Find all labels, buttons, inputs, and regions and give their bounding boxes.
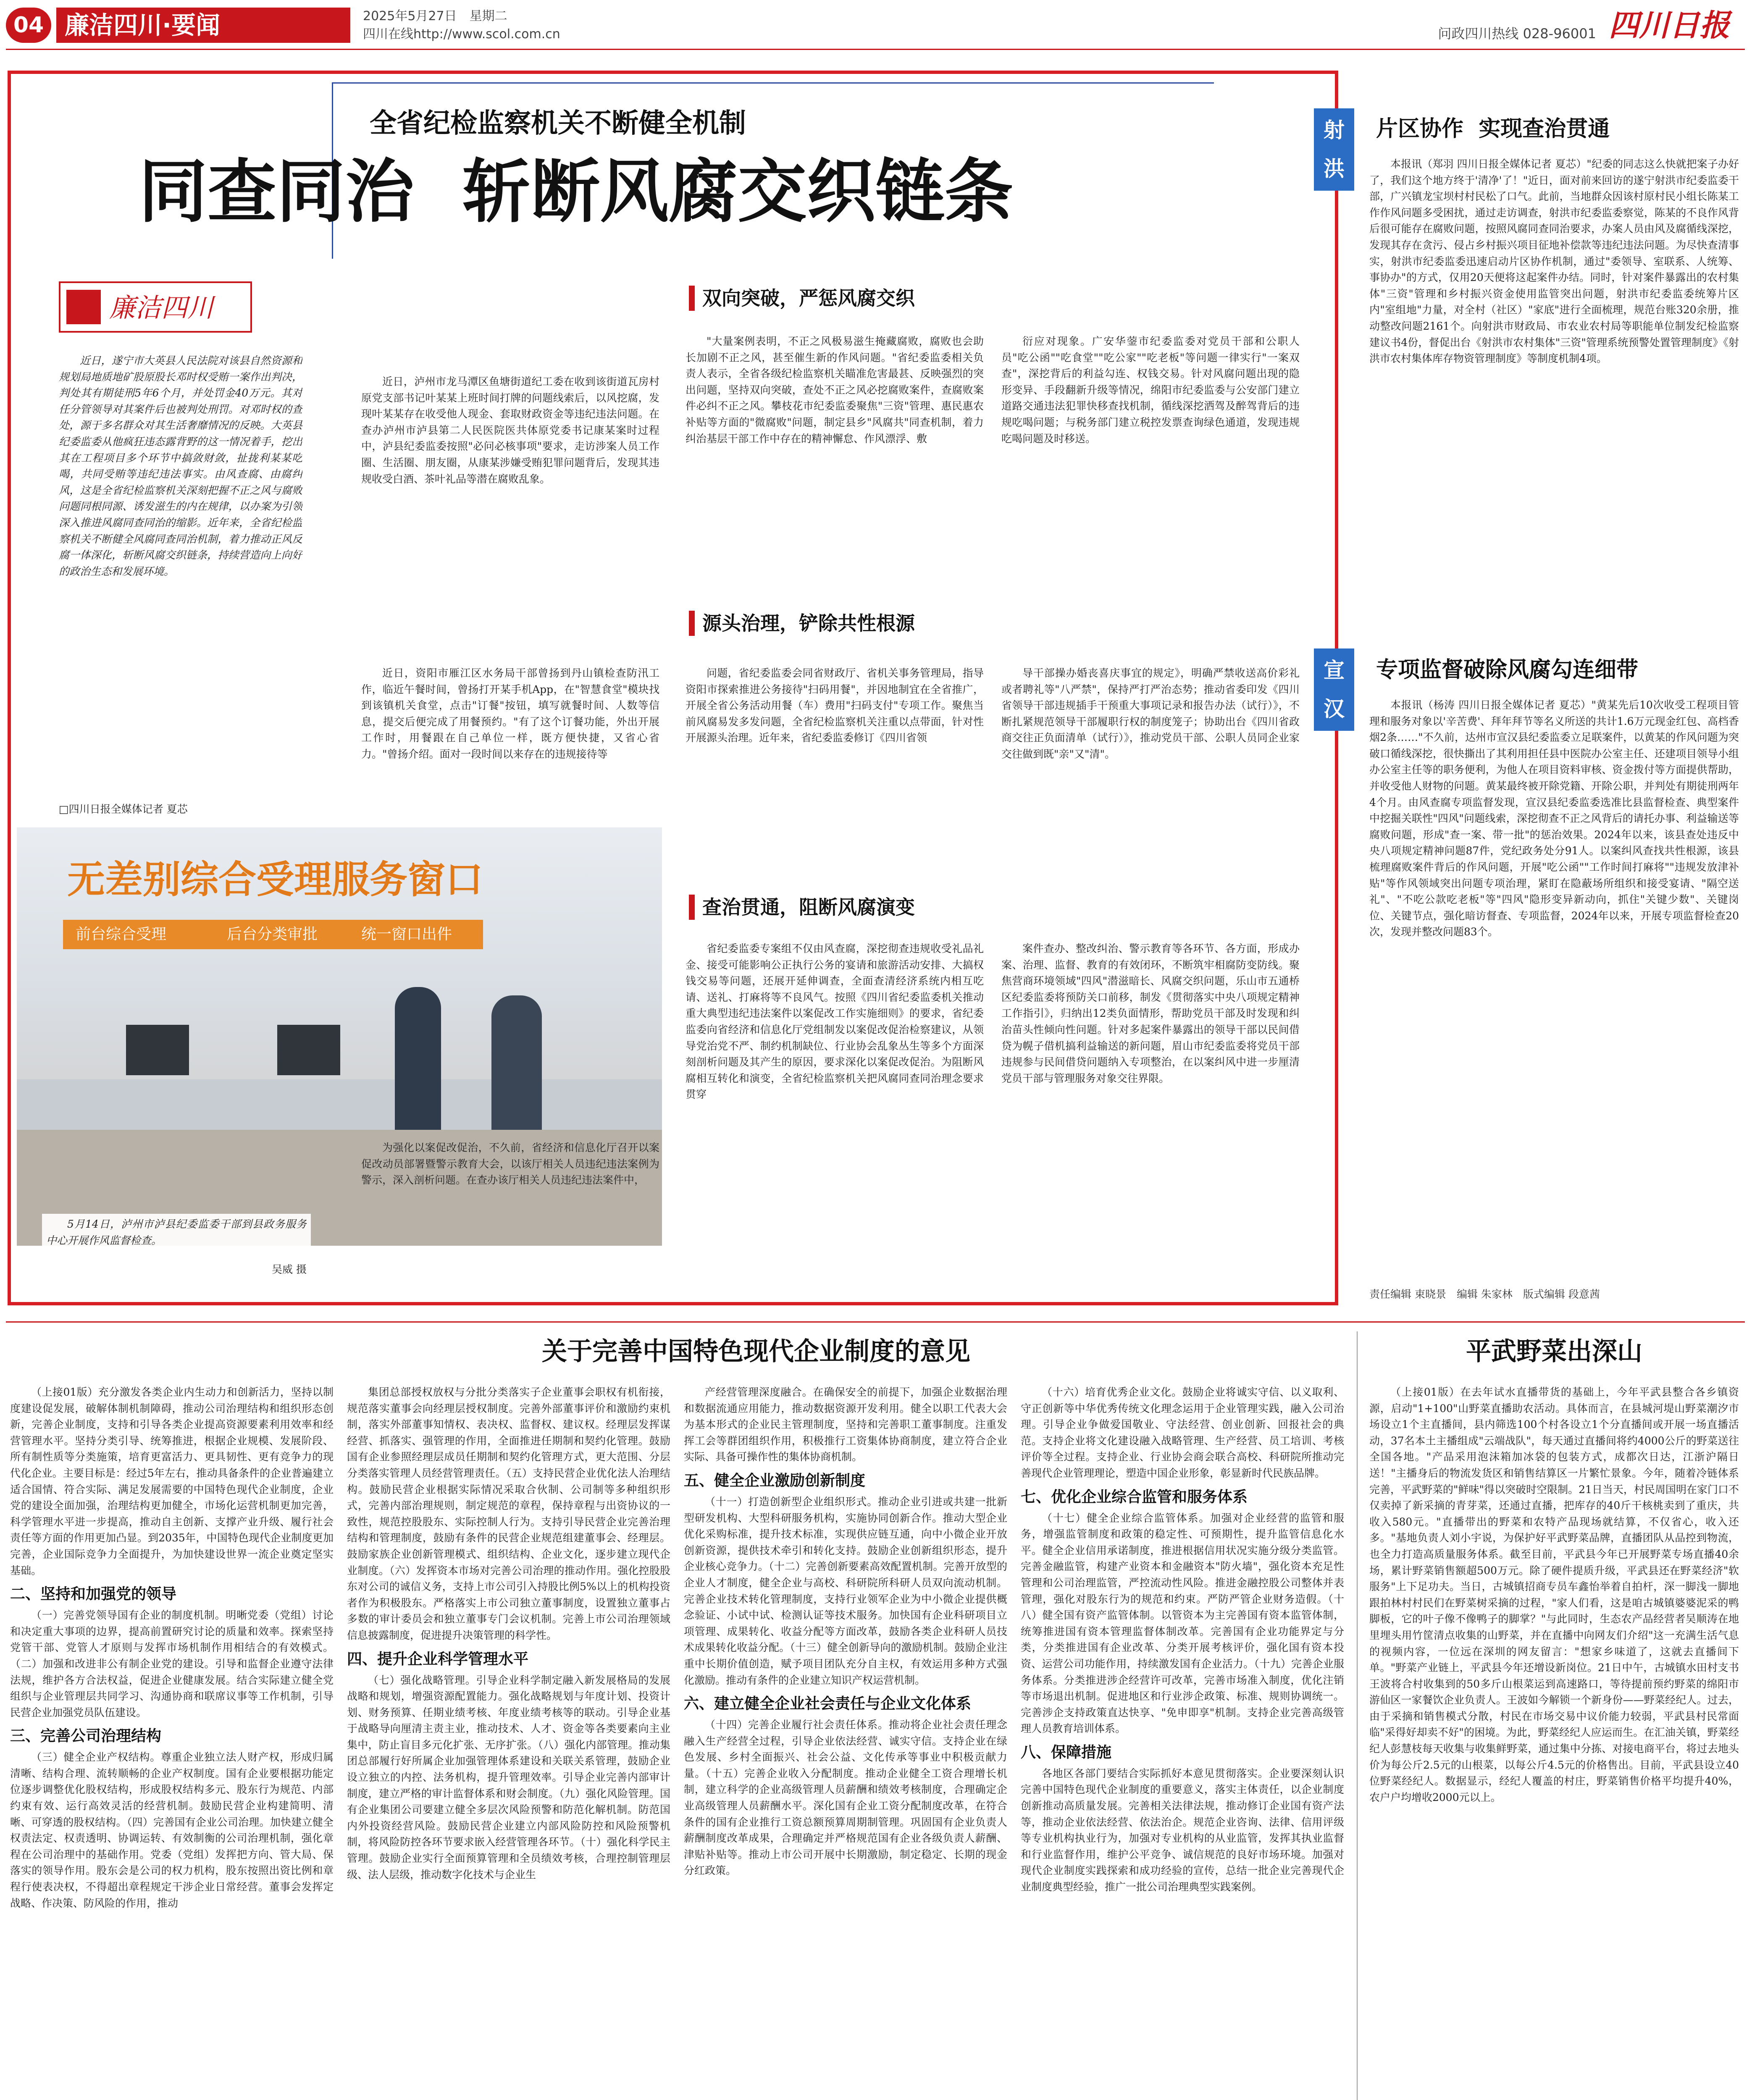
brand-logo-badge xyxy=(66,290,101,324)
lower-col-4 xyxy=(1021,1384,1344,2100)
brand-logo-text: 廉洁四川 xyxy=(109,292,214,323)
location-tag-2-char-2: 汉 xyxy=(1324,697,1345,721)
lower-col-3-part-6: （十四）完善企业履行社会责任体系。推动将企业社会责任理念融入生产经营全过程，引导企业依法经营、诚实守信。支持企业在绿色发展、乡村全面振兴、社会公益、文化传承等事业中积极贡献力量。（十五）完善企业收入分配制度。推动企业健全工资合理增长机制，建立科学的企业高级管理人员薪酬和绩效考核制度，合理确定企业高级管理人员薪酬水平。深化国有企业工资分配制度改革，在符合条件的国有企业推行工资总额预算周期制管理。巩固国有企业负责人薪酬制度改革成果，合理确定并严格规范国有企业各级负责人薪酬、津贴补贴等。推动上市公司开展中长期激励，制定稳定、长期的现金分红政策。 xyxy=(684,1719,1007,1877)
issue-date: 2025年5月27日 星期二 xyxy=(363,9,507,24)
story-kicker: 全省纪检监察机关不断健全机制 xyxy=(370,108,746,139)
section-2-title: 源头治理，铲除共性根源 xyxy=(689,611,1109,636)
section-1-title: 双向突破，严惩风腐交织 xyxy=(689,286,1109,311)
lower-col-4-part-7: （十七）健全企业综合监管体系。加强对企业经营的监管和服务，增强监管制度和政策的稳定性、可预期性，提升监管信息化水平。健全企业信用承诺制度，推进根据信用状况实施分级分类监管。完善金融监管，构建产业资本和金融资本"防火墙"，强化资本充足性管理和公司治理监管，严控流动性风险。推进金融控股公司整体并表管理，强化对股东行为的规范和约束。严防严管企业财务造假。（十八）健全国有资产监管体制。以管资本为主完善国有资本监管体制，统筹推进国有资本管理监督体制改革。完善国有企业功能界定与分类，分类推进国有企业改革、分类开展考核评价，强化国有资本投资、运营公司功能作用，持续激发国有企业活力。（十九）完善企业服务体系。分类推进涉企经营许可改革，完善市场准入制度，优化注销等市场退出机制。促进地区和行业涉企政策、标准、规则协调统一。完善涉企支持政策直达快享、"免申即享"机制。支持企业完善高级管理人员教育培训体系。 xyxy=(1021,1512,1344,1735)
lower-col-3 xyxy=(684,1384,1007,2100)
section-name: 廉洁四川 xyxy=(65,11,163,39)
story-intro: 近日，遂宁市大英县人民法院对该县自然资源和规划局地质地矿股原股长邓时权受贿一案作出判决，判处其有期徒刑5年6个月，并处罚金40万元。其对任分管领导对其案件后也被判处刑罚。对邓时权的查处，源于多名群众对其生活奢靡情况的反映。大英县纪委监委从他疯狂违态露背野的这一情况着手，挖出其在工程项目多个环节中搞敛财敛，扯拢利某某吃喝，共同受贿等违纪违法事实。由风查腐、由腐纠风，这是全省纪检监察机关深刻把握不正之风与腐败问题同根同源、诱发滋生的内在规律，以办案为引领深入推进风腐同查同治的缩影。近年来，全省纪检监察机关不断健全风腐同查同治机制，着力推动正风反腐一体深化，斩断风腐交织链条，持续营造向上向好的政治生态和发展环境。 xyxy=(59,354,302,578)
lower-col-1-intro: （上接01版）充分激发各类企业内生动力和创新活力，坚持以制度建设促发展，破解体制机制障碍，推动公司治理结构和组织形态创新，完善企业制度，支持和引导各类企业提高资源要素利用效率和经营管理水平。坚持分类引导、统筹推进，根据企业规模、发展阶段、所有制性质等分类施策，培育更富活力、更具韧性、更有竞争力的现代化企业。主要目标是：经过5年左右，推动具备条件的企业普遍建立适合国情、符合实际、满足发展需要的中国特色现代企业制度，企业党的建设全面加强，治理结构更加健全，市场化运营机制更加完善，科学管理水平进一步提高，推动自主创新、支撑产业升级、履行社会责任等方面的作用更加凸显。到2035年，中国特色现代企业制度更加完善，企业国际竞争力全面提升，为加快建设世界一流企业奠定坚实基础。 xyxy=(10,1386,334,1577)
photo-counter-desk xyxy=(17,1079,662,1130)
photo-monitor-1 xyxy=(126,1025,189,1075)
photo-sign: 无差别综合受理服务窗口 xyxy=(67,858,483,902)
lower-col-4-heading-8: 八、保障措施 xyxy=(1021,1743,1112,1761)
story-col2-b: 近日，资阳市雁江区水务局干部曾扬到丹山镇检查防汛工作，临近午餐时间，曾扬打开某手机App，在"智慧食堂"模块找到该镇机关食堂，点击"订餐"按钮，填写就餐时间、人数等信息，提交后便完成了用餐预约。"有了这个订餐功能，外出开展工作时，用餐跟在自己单位一样，既方便快捷，又省心省力。"曾扬介绍。面对一段时间以来存在的违规接待等 xyxy=(361,667,659,760)
header-rule xyxy=(6,49,1745,50)
lower-col-4-text: （十六）培育优秀企业文化。鼓励企业将诚实守信、以义取利、守正创新等中华优秀传统文化理念运用于企业管理实践，融入公司治理。引导企业争做爱国敬业、守法经营、创业创新、回报社会的典范。支持企业将文化建设融入战略管理、生产经营、员工培训、考核评价等全过程。支持企业、行业协会商会联合高校、科研院所推动完善现代企业管理理论，塑造中国企业形象，彰显新时代民族品牌。 xyxy=(1021,1386,1344,1479)
lower-right-body: （上接01版）在去年试水直播带货的基础上，今年平武县整合各乡镇资源，启动"1+100"山野菜直播助农活动。具体而言，在县城河堤山野菜潮汐市场设立1个主直播间，县内筛选100个村各设立1个分直播间或开展一场直播活动，37名本土主播组成"云端战队"，每天通过直播间将约4000公斤的野菜送往全国各地。"产品采用泡沫箱加冰袋的包装方式，成都次日达，江浙沪隔日送！"主播身后的物流发货区和销售结算区一片繁忙景象。今年，随着冷链体系完善，平武野菜的"鲜味"得以突破时空限制。21日当天，村民周国明在家门口不仅卖掉了新采摘的青芽菜，还通过直播，把库存的40斤干核桃卖到了重庆，共收入580元。"直播带出的野菜和农特产品现场就结算，不仅省心，收入还多。"基地负责人刘小宇说，为保护好平武野菜品牌，直播团队从品控到物流，也全力打造高质量服务体系。截至目前，平武县今年已开展野菜专场直播40余场，累计野菜销售额超500万元。除了硬件提质升级，平武县还在野菜经济"软服务"上下足功夫。当日，古城镇招商专员车鑫怡举着自拍杆，深一脚浅一脚地跟拍林村村民们在野菜树采摘的过程，"家人们看，这是咱古城镇婆婆泥采的鸭脚板，它的叶子像不像鸭子的脚掌？"与此同时，生态农产品经营者吴顺涛在地里埋头用竹筐清点收集的山野菜，并在直播中向网友们介绍"这一充满生活气息的视频内容，一位远在深圳的网友留言："想家乡味道了，这就去直播间下单。"野菜产业链上，平武县今年还增设新岗位。21日中午，古城镇水田村支书王波将合村收集到的50多斤山根菜运到高速路口，等待提前预约野菜的绵阳市游仙区一家餐饮企业负责人。王波如今解锁一个新身份——野菜经纪人。过去，由于采摘和销售模式分散，村民在市场交易中议价能力较弱，平武县村民常面临"采得好却卖不好"的困境。为此，野菜经纪人应运而生。在汇油关镇，野菜经纪人彭慧枝每天收集与收集鲜野菜，通过集中分拣、对接电商平台，将过去地头价为每公斤2.5元的山根菜，以每公斤4.5元的价格售出。目前，平武县设立40位野菜经纪人。数据显示，经纪人覆盖的村庄，野菜销售价格平均提升40%，农户户均增收2000元以上。 xyxy=(1369,1386,1739,1803)
lower-col-2-part-4: （七）强化战略管理。引导企业科学制定融入新发展格局的发展战略和规划，增强资源配置能力。强化战略规划与年度计划、投资计划、财务预算、任期业绩考核、年度业绩考核等的联动。引导企业基于战略导向厘清主责主业，推动技术、人才、资金等各类要素向主业集中，防止盲目多元化扩张、无序扩张。（八）强化内部管理。推动集团总部履行好所属企业加强管理体系建设和关联关系管理，鼓励企业设立独立的内控、法务机构，提升管理效率。引导企业完善内部审计制度，建立严格的审计监督体系和财会制度。（九）强化风险管理。国有企业集团公司要建立健全多层次风险预警和防范化解机制。防范国内外投资经营风险。鼓励民营企业建立内部风险防控和风险预警机制，将风险防控各环节要求嵌入经营管理各环节。（十）强化科学民主管理。鼓励企业实行全面预算管理和全员绩效考核，合理控制管理层级、法人层级，推动数字化技术与企业生 xyxy=(347,1674,670,1881)
photo-monitor-2 xyxy=(277,1025,340,1075)
story-col2-c: 为强化以案促改促治，不久前，省经济和信息化厅召开以案促改动员部署暨警示教育大会，以该厅相关人员违纪违法案例为警示，深入剖析问题。在查办该厅相关人员违纪违法案件中， xyxy=(361,1142,659,1186)
sidebar-story-1-title: 片区协作 实现查治贯通 xyxy=(1376,116,1610,142)
lower-col-2 xyxy=(347,1384,670,2100)
sidebar-editors: 责任编辑 束晓景 编辑 朱家林 版式编辑 段意茜 xyxy=(1369,1288,1600,1300)
location-tag-1-char-2: 洪 xyxy=(1324,157,1345,181)
location-tag-2-char-1: 宣 xyxy=(1324,658,1345,682)
section-title xyxy=(56,8,350,43)
lower-col-1-heading-3: 三、完善公司治理结构 xyxy=(10,1727,162,1745)
sidebar-story-1-body: 本报讯（郑羽 四川日报全媒体记者 夏芯）"纪委的同志这么快就把案子办好了，我们这个地方终于'清净'了！"近日，面对前来回访的遂宁射洪市纪委监委干部，广兴镇龙宝坝村村民松了口气。此前，当地群众因该村原村民小组长陈某工作作风问题多受困扰，通过走访调查，射洪市纪委监委察觉，陈某的不良作风背后很可能存在腐败问题，按照风腐同查同治要求，办案人员由风及腐循线深挖，发现其存在贪污、侵占乡村振兴项目征地补偿款等违纪违法问题。为尽快查清事实，射洪市纪委监委迅速启动片区协作机制，通过"委领导、室联系、人统筹、事协办"的方式，仅用20天便将这起案件办结。同时，针对案件暴露出的农村集体"三资"管理和乡村振兴资金使用监管突出问题，射洪市纪委监委统筹片区内"室组地"力量，对全村（社区）"家底"进行全面梳理，规范台账320余册，推动整改问题2161个。向射洪市财政局、市农业农村局等职能单位制发纪检监察建议书4份，督促出台《射洪市农村集体"三资"管理系统预警处置管理制度》《射洪市农村集体库存物资管理制度》等制度机制4项。 xyxy=(1369,158,1739,365)
newspaper-logo: 四川日报 xyxy=(1609,7,1730,43)
lower-right-title: 平武野菜出深山 xyxy=(1466,1337,1642,1366)
page-number: 04 xyxy=(6,8,51,43)
location-tag-1 xyxy=(1314,108,1354,191)
photo-person-2 xyxy=(491,995,542,1130)
story-col2-a: 近日，泸州市龙马潭区鱼塘街道纪工委在收到该街道瓦房村原党支部书记叶某某上班时间打牌的问题线索后，以风挖腐，发现叶某某存在收受他人现金、套取财政资金等违纪违法问题。在查办泸州市泸县第二人民医院医共体原党委书记康某案时过程中，泸县纪委监委按照"必问必核事项"要求，走访涉案人员工作圈、生活圈、朋友圈，从康某涉嫌受贿犯罪问题背后，发现其违规收受白酒、茶叶礼品等潜在腐败乱象。 xyxy=(361,375,659,485)
lower-col-2-text: 集团总部授权放权与分批分类落实子企业董事会职权有机衔接，规范落实董事会向经理层授权制度。完善外部董事评价和激励约束机制，落实外部董事知情权、表决权、监督权、建议权。经理层发挥谋经营、抓落实、强管理的作用，全面推进任期制和契约化管理。鼓励国有企业参照经理层成员任期制和契约化管理方式，更大范围、分层分类落实管理人员经营管理责任。（五）支持民营企业优化法人治理结构。鼓励民营企业根据实际情况采取合伙制、公司制等多种组织形式，完善内部治理规则，制定规范的章程，保持章程与出资协议的一致性，规范控股股东、实际控制人行为。支持引导民营企业完善治理结构和管理制度，鼓励有条件的民营企业规范组建董事会、经理层。鼓励家族企业创新管理模式、组织结构、企业文化，逐步建立现代企业制度。（六）发挥资本市场对完善公司治理的推动作用。强化控股股东对公司的诚信义务，支持上市公司引入持股比例5%以上的机构投资者作为积极股东。严格落实上市公司独立董事制度，设置独立董事占多数的审计委员会和独立董事专门会议机制。完善上市公司治理领域信息披露制度，促进提升决策管理的科学性。 xyxy=(347,1386,670,1641)
section-2-col2: 导干部操办婚丧喜庆事宜的规定》，明确严禁收送高价彩礼或者聘礼等"八严禁"，保持严打严治态势；推动省委印发《四川省领导干部违规插手干预重大事项记录和报告办法（试行）》，不断扎紧规范领导干部履职行权的制度笼子；协助出台《四川省政商交往正负面清单（试行）》，推动党员干部、公职人员同企业家交往做到既"亲"又"清"。 xyxy=(1001,667,1300,760)
photo-person-1 xyxy=(395,987,441,1130)
section-3-col2: 案件查办、整改纠治、警示教育等各环节、各方面，形成办案、治理、监督、教育的有效闭环，不断筑牢相腐防变防线。聚焦营商环境领域"四风"潜滋暗长、风腐交织问题，乐山市五通桥区纪委监委将预防关口前移，制发《贯彻落实中央八项规定精神工作指引》，归纳出12类负面情形，帮助党员干部及时发现和纠治苗头性倾向性问题。针对多起案件暴露出的领导干部以民间借贷为幌子借机搞利益输送的新问题，眉山市纪委监委将党员干部违规参与民间借贷问题纳入专项整治，在以案纠风中进一步厘清党员干部与管理服务对象交往界限。 xyxy=(1001,942,1300,1084)
lower-col-2-heading-4: 四、提升企业科学管理水平 xyxy=(347,1650,529,1668)
sidebar-story-2-body: 本报讯（杨涛 四川日报全媒体记者 夏芯）"黄某先后10次收受工程项目管理和服务对象以'辛苦费'、拜年拜节等名义所送的共计1.6万元现金红包、高档香烟2条……"不久前，达州市宣汉县纪委监委立足联案件，以黄某的作风问题为突破口循线深挖，很快撕出了其利用担任县中医院办公室主任、还建项目领导小组办公室主任等的职务便利，为他人在项目资料审核、资金拨付等方面提供帮助，并收受他人财物的问题。黄某最终被开除党籍、开除公职，并判处有期徒刑两年4个月。由风查腐专项监督发现，宣汉县纪委监委选准比县监督检查、典型案件中挖掘关联性"四风"问题线索，深挖彻查不正之风背后的请托办事、利益输送等腐败问题，形成"查一案、带一批"的惩治效果。2024年以来，该县查处违反中央八项规定精神问题87件，党纪政务处分91人。以案纠风查找共性根源，该县梳理腐败案件背后的作风问题，开展"吃公函""工作时间打麻将""违规发放津补贴"等作风领域突出问题专项治理，紧盯在隐蔽场所组织和接受宴请、"隔空送礼"、"不吃公款吃老板"等"四风"隐形变异新动向，抓住"关键少数"、关键岗位、关键节点，强化暗访督查、专项监督，2024年以来，开展专项监督检查20次，发现并整改问题83个。 xyxy=(1369,699,1739,938)
lower-article-title: 关于完善中国特色现代企业制度的意见 xyxy=(542,1337,970,1366)
location-tag-2 xyxy=(1314,648,1354,731)
hotline: 问政四川热线 028-96001 xyxy=(1438,26,1596,42)
site-url: 四川在线http://www.scol.com.cn xyxy=(363,27,560,42)
lower-col-1-part-3: （三）健全企业产权结构。尊重企业独立法人财产权，形成归属清晰、结构合理、流转顺畅的企业产权制度。国有企业要根据功能定位逐步调整优化股权结构，形成股权结构多元、股东行为规范、内部约束有效、运行高效灵活的经营机制。鼓励民营企业构建简明、清晰、可穿透的股权结构。（四）完善国有企业公司治理。加快建立健全权责法定、权责透明、协调运转、有效制衡的公司治理机制，强化章程在公司治理中的基础作用。党委（党组）发挥把方向、管大局、保落实的领导作用。股东会是公司的权力机构，股东按照出资比例和章程行使表决权，不得超出章程规定干涉企业日常经营。董事会发挥定战略、作决策、防风险的作用，推动 xyxy=(10,1751,334,1909)
lower-col-1 xyxy=(10,1384,334,2100)
lower-vertical-rule xyxy=(1357,1331,1358,2100)
lower-col-3-heading-6: 六、建立健全企业社会责任与企业文化体系 xyxy=(684,1695,972,1713)
photo-window-1: 前台综合受理 xyxy=(76,926,167,943)
photo-window-3: 统一窗口出件 xyxy=(361,926,452,943)
brand-logo xyxy=(59,281,252,333)
section-separator: · xyxy=(162,11,172,39)
lower-col-3-text: 产经营管理深度融合。在确保安全的前提下，加强企业数据治理和数据流通应用能力，推动数据资源开发利用。健全以职工代表大会为基本形式的企业民主管理制度，坚持和完善职工董事制度。注重发挥工会等群团组织作用，积极推行工资集体协商制度，建立符合企业实际、具备可操作性的集体协商机制。 xyxy=(684,1386,1007,1463)
lower-col-1-part-2: （一）完善党领导国有企业的制度机制。明晰党委（党组）讨论和决定重大事项的边界，提高前置研究讨论的质量和效率。探索坚持党管干部、党管人才原则与发挥市场机制作用相结合的有效模式。（二）加强和改进非公有制企业党的建设。引导和监督企业遵守法律法规，维护各方合法权益，促进企业健康发展。结合实际建立健全党组织与企业管理层共同学习、沟通协商和联席议事等工作机制，引导民营企业加强党员队伍建设。 xyxy=(10,1609,334,1719)
section-3-col1: 省纪委监委专案组不仅由风查腐，深挖彻查违规收受礼品礼金、接受可能影响公正执行公务的宴请和旅游活动安排、大搞权钱交易等问题，还展开延伸调查，全面查清经济系统内相互吃请、送礼、打麻将等不良风气。按照《四川省纪委监委机关推动重大典型违纪违法案件以案促改工作实施细则》的要求，省纪委监委向省经济和信息化厅党组制发以案促改促治检察建议，从领导党治党不严、制约机制缺位、行业协会乱象丛生等多个方面深刻剖析问题及其产生的原因，要求深化以案促改促治。为阻断风腐相互转化和演变，全省纪检监察机关把风腐同查同治理念要求贯穿 xyxy=(686,942,984,1101)
story-headline: 同查同治 斩断风腐交织链条 xyxy=(139,152,1014,232)
photo-caption: 5月14日，泸州市泸县纪委监委干部到县政务服务中心开展作风监督检查。 xyxy=(46,1218,307,1247)
lower-col-3-part-5: （十一）打造创新型企业组织形式。推动企业引进或共建一批新型研发机构、大型科研服务机构，实施协同创新合作。推动大型企业优化采购标准，提升技术标准，实现供应链互通，向中小微企业开放创新资源，提供技术牵引和转化支持。鼓励企业创新组织形态，提升企业核心竞争力。（十二）完善创新要素高效配置机制。完善开放型的企业人才制度，健全企业与高校、科研院所科研人员双向流动机制。完善企业技术转化管理制度，支持行业领军企业为中小微企业提供概念验证、小试中试、检测认证等技术服务。加快国有企业科研项目立项管理、成果转化、收益分配等方面改革，鼓励各类企业科研人员技术成果转化收益分配。（十三）健全创新导向的激励机制。鼓励企业注重中长期价值创造，赋予项目团队充分自主权，有效运用多种方式强化激励。推动有条件的企业建立知识产权运营机制。 xyxy=(684,1495,1007,1686)
story-byline: □四川日报全媒体记者 夏芯 xyxy=(59,803,188,815)
location-tag-1-char-1: 射 xyxy=(1324,118,1345,142)
lower-col-4-part-8: 各地区各部门要结合实际抓好本意见贯彻落实。企业要深刻认识完善中国特色现代企业制度的重要意义，落实主体责任，以企业制度创新推动高质量发展。完善相关法律法规，推动修订企业国有资产法等，推动企业依法经营、依法治企。规范企业咨询、法律、信用评级等专业机构执业行为，加强对专业机构的从业监管，发挥其执业监督和行业监督作用，维护公平竞争、诚信规范的良好市场环境。加强对现代企业制度实践探索和成功经验的宣传，总结一批企业完善现代企业制度典型经验，推广一批公司治理典型实践案例。 xyxy=(1021,1767,1344,1893)
section-2-col1: 问题，省纪委监委会同省财政厅、省机关事务管理局，指导资阳市探索推进公务接待"扫码用餐"，并因地制宜在全省推广，开展全省公务活动用餐（车）费用"扫码支付"专项工作。聚焦当前风腐易发多发问题，全省纪检监察机关注重以点带面，针对性开展源头治理。近年来，省纪委监委修订《四川省领 xyxy=(686,667,984,744)
section-divider xyxy=(6,1321,1745,1323)
sidebar-story-2-title: 专项监督破除风腐勾连细带 xyxy=(1376,657,1639,682)
page-header xyxy=(0,0,1752,50)
photo-window-2: 后台分类审批 xyxy=(227,926,318,943)
lower-col-3-heading-5: 五、健全企业激励创新制度 xyxy=(684,1472,866,1489)
lower-col-4-heading-7: 七、优化企业综合监管和服务体系 xyxy=(1021,1488,1248,1506)
photo-credit: 吴威 摄 xyxy=(272,1263,307,1276)
section-3-title: 查治贯通，阻断风腐演变 xyxy=(689,895,1109,920)
section-1-col2: 衍应对现象。广安华蓥市纪委监委对党员干部和公职人员"吃公函""吃食堂""吃公家""吃老板"等问题一律实行"一案双查"，深挖背后的利益勾连、权钱交易。针对风腐问题出现的隐形变异、手段翻新升级等情况，绵阳市纪委监委与公安部门建立道路交通违法犯罪快移查找机制，循线深挖洒驾及醉驾背后的违规吃喝问题；与税务部门建立税控发票查询绿色通道，发现违规吃喝问题及时移送。 xyxy=(1001,335,1300,445)
section-1-col1: "大量案例表明，不正之风极易滋生掩藏腐败，腐败也会助长加剧不正之风，甚至催生新的作风问题。"省纪委监委相关负责人表示，全省各级纪检监察机关瞄准危害最甚、反映强烈的突出问题，坚持双向突破，查处不正之风必挖腐败案件，查腐败案件必纠不正之风。攀枝花市纪委监委聚焦"三资"管理、惠民惠农补贴等方面的"微腐败"问题，制定县乡"风腐共"同查机制，着力纠治基层干部工作中存在的精神懈怠、作风漂浮、敷 xyxy=(686,335,984,445)
section-sub: 要闻 xyxy=(171,11,221,39)
lower-col-1-heading-2: 二、坚持和加强党的领导 xyxy=(10,1586,177,1603)
